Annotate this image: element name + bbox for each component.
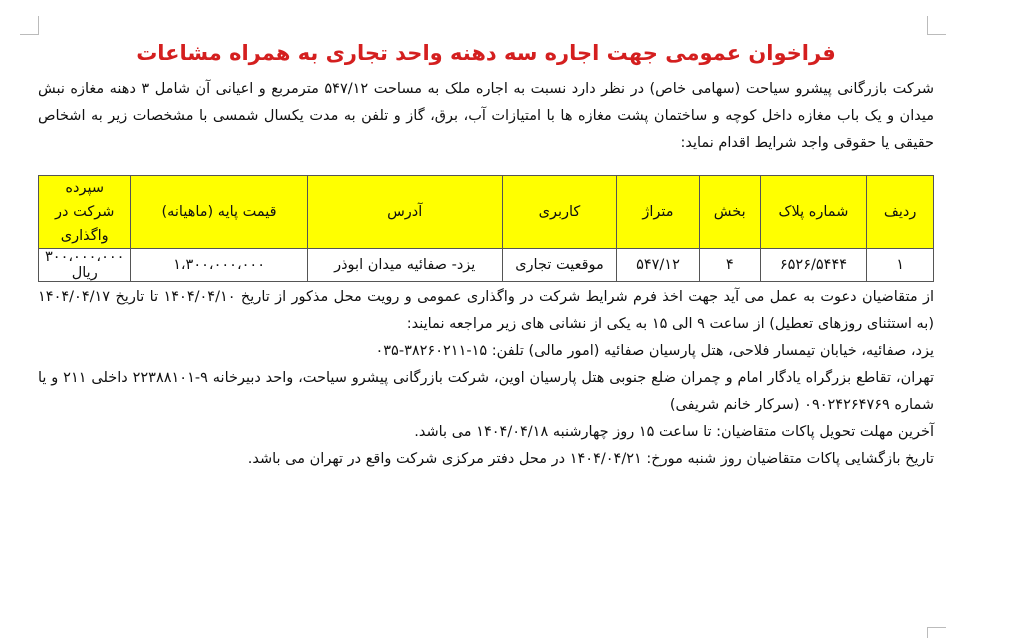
cell-address: یزد- صفائیه میدان ابوذر	[307, 249, 502, 282]
cell-section: ۴	[699, 249, 760, 282]
invitation-paragraph: از متقاضیان دعوت به عمل می آید جهت اخذ فرم شرایط شرکت در واگذاری عمومی و رویت محل مذکور از تاریخ ۱۴۰۴/۰۴/۱۰ تا تاریخ ۱۴۰۴/۰۴/۱۷ (به استثنای روزهای تعطیل) از ساعت ۹ الی ۱۵ به یکی از نشانی های زیر مراجعه نمایند:	[38, 289, 934, 332]
announcement-title: فراخوان عمومی جهت اجاره سه دهنه واحد تجاری به همراه مشاعات	[136, 41, 836, 65]
crop-mark-bottom-right	[927, 627, 946, 638]
col-row-number: ردیف	[867, 176, 934, 249]
col-usage: کاربری	[502, 176, 616, 249]
col-plate-number: شماره پلاک	[760, 176, 867, 249]
cell-base-price: ۱،۳۰۰،۰۰۰،۰۰۰	[131, 249, 307, 282]
cell-deposit: ۳۰۰،۰۰۰،۰۰۰ ریال	[39, 249, 131, 282]
cell-row-number: ۱	[867, 249, 934, 282]
col-base-price: قیمت پایه (ماهیانه)	[131, 176, 307, 249]
document-page	[38, 38, 934, 473]
table-row	[39, 249, 934, 282]
col-address: آدرس	[307, 176, 502, 249]
intro-paragraph: شرکت بازرگانی پیشرو سیاحت (سهامی خاص) در نظر دارد نسبت به اجاره ملک به مساحت ۵۴۷/۱۲ مترمربع و اعیانی آن شامل ۳ دهنه مغازه نبش میدان و یک باب مغازه داخل کوچه و ساختمان پشت مغازه ها با امتیازات آب، برق، گاز و تلفن به مدت یکسال شمسی با مشخصات زیر به اشخاص حقیقی یا حقوقی واجد شرایط اقدام نماید:	[38, 81, 934, 151]
property-table	[38, 175, 934, 282]
deadline-paragraph: آخرین مهلت تحویل پاکات متقاضیان: تا ساعت ۱۵ روز چهارشنبه ۱۴۰۴/۰۴/۱۸ می باشد.	[414, 424, 934, 440]
cell-usage: موقعیت تجاری	[502, 249, 616, 282]
col-area: متراژ	[617, 176, 700, 249]
col-section: بخش	[699, 176, 760, 249]
crop-mark-top-right	[927, 16, 946, 35]
crop-mark-top-left	[20, 16, 39, 35]
table-header-row	[39, 176, 934, 249]
cell-area: ۵۴۷/۱۲	[617, 249, 700, 282]
cell-plate-number: ۶۵۲۶/۵۴۴۴	[760, 249, 867, 282]
yazd-address-paragraph: یزد، صفائیه، خیابان تیمسار فلاحی، هتل پارسیان صفائیه (امور مالی) تلفن: ۱۵-۳۸۲۶۰۲۱۱-۰۳۵	[375, 343, 934, 359]
opening-date-paragraph: تاریخ بازگشایی پاکات متقاضیان روز شنبه مورخ: ۱۴۰۴/۰۴/۲۱ در محل دفتر مرکزی شرکت واقع در تهران می باشد.	[247, 451, 934, 467]
tehran-address-paragraph: تهران، تقاطع بزرگراه یادگار امام و چمران ضلع جنوبی هتل پارسیان اوین، شرکت بازرگانی پیشرو سیاحت، واحد دبیرخانه ۹-۲۲۳۸۸۱۰۱ داخلی ۲۱۱ و یا شماره ۰۹۰۲۴۲۶۴۷۶۹ (سرکار خانم شریفی)	[38, 370, 934, 413]
col-deposit: سپرده شرکت در واگذاری	[39, 176, 131, 249]
